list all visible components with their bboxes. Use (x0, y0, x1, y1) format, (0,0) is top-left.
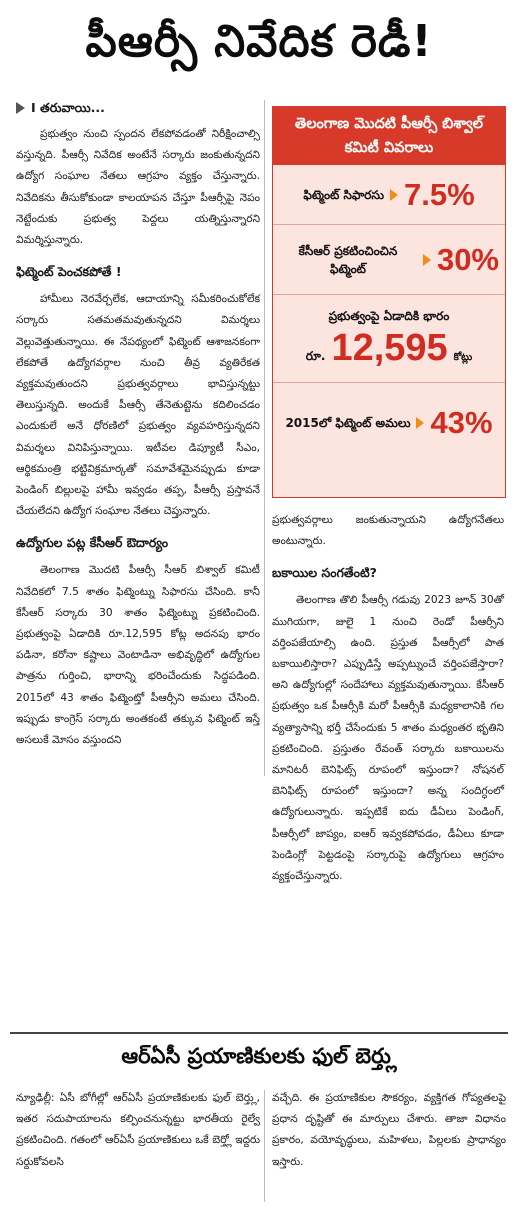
subhead-kcr: ఉద్యోగుల పట్ల కేసీఆర్ ఔదార్యం (16, 535, 169, 551)
infobox-row-burden (273, 295, 505, 383)
kcr-paragraph: తెలంగాణ మొదటి పీఆర్సీ సీఆర్ బిశ్వాల్ కమిటీ నివేదికలో 7.5 శాతం ఫిట్మెంట్ను సిఫారసు చేసింది. కానీ కేసీఆర్ సర్కారు 30 శాతం ఫిట్మెంట్ను ప్రకటించింది. ప్రభుత్వంపై ఏడాదికి రూ.12,595 కోట్ల అదనపు భారం పడినా, కరోనా కష్టాలు వెంటాడినా అభివృద్ధిలో ఉద్యోగుల పాత్రను గుర్తించి, భారాన్ని భరించేందుకు సిద్ధపడింది. 2015లో 43 శాతం ఫిట్మెంట్తో పీఆర్సీని అమలు చేసింది. ఇప్పుడు కాంగ్రెస్ సర్కారు అంతకంటే తక్కువ ఫిట్మెంట్ ఇస్తే అసలుకే మోసం వస్తుందని (16, 564, 260, 747)
triangle-right-icon (423, 254, 431, 266)
triangle-right-icon (390, 189, 398, 201)
fitment-paragraph: హామీలు నెరవేర్చలేక, ఆదాయాన్ని సమీకరించుకోలేక సర్కారు సతమతమవుతున్నదని విమర్శలు వెల్లువెత్తుతున్నాయి. ఈ నేపథ్యంలో ఫిట్మెంట్ ఆశాజనకంగా లేకపోతే ఉద్యోగవర్గాల నుంచి తీవ్ర వ్యతిరేకత వ్యక్తమవుతుందని ప్రభుత్వవర్గాలు భావిస్తున్నట్టు తెలుస్తున్నది. అందుకే పీఆర్సీ తేనెతుట్టెను కదిలించడం ఎందుకులే అనే ధోరణిలో ప్రభుత్వం వ్యవహరిస్తున్నదని విమర్శలు వినిపిస్తున్నాయి. ఇటీవల డిప్యూటీ సీఎం, ఆర్థికమంత్రి భట్టివిక్రమార్కతో సమావేశమైనప్పుడు కూడా పెండింగ్ బిల్లులపై హామీ ఇవ్వడం తప్ప, పీఆర్సీ ప్రస్తావనే చేయలేదని ఉద్యోగ సంఘాల నేతలు చెప్తున్నారు. (16, 293, 260, 518)
story2-left-paragraph: న్యూఢిల్లీ: ఏసీ బోగీల్లో ఆర్ఏసీ ప్రయాణికులకు ఫుల్ బెర్త్లు, ఇతర సదుపాయాలను కల్పించనున్నట్టు భారతీయ రైల్వే ప్రకటించింది. గతంలో ఆర్ఏసీ ప్రయాణికులు ఒకే బెర్త్లో ఇద్దరు సర్దుకోవలసి (16, 1092, 260, 1168)
row-value: 7.5% (403, 176, 475, 212)
row-value: 43% (430, 405, 493, 440)
row-label: ప్రభుత్వంపై ఏడాదికి భారం (328, 309, 450, 323)
arrow-right-icon (16, 102, 25, 114)
row-value: 12,595 (331, 327, 448, 369)
burden-value-line (306, 327, 473, 370)
infobox-row-2015 (273, 383, 505, 463)
intro-paragraph: ప్రభుత్వం నుంచి స్పందన లేకపోవడంతో నిరీక్షించాల్సి వస్తున్నది. పీఆర్సీ నివేదిక అంటేనే సర్కారు జంకుతున్నదని ఉద్యోగ సంఘాల నేతలు ఆగ్రహం వ్యక్తం చేస్తున్నారు. నివేదికను తీసుకోకుండా కాలయాపన చేస్తూ పీఆర్సీపై నెపం నెట్టేందుకు ప్రభుత్వ పెద్దలు యత్నిస్తున్నారని విమర్శిస్తున్నారు. (16, 128, 260, 247)
story2-left-column (16, 1088, 260, 1204)
continued-kicker (16, 98, 260, 118)
currency-unit: కోట్లు (453, 352, 473, 363)
story-left-column (16, 98, 260, 770)
subhead-arrears: బకాయిల సంగతేంటి? (272, 565, 377, 581)
subhead-fitment: ఫిట్మెంట్ పెంచకపోతే ! (16, 264, 122, 280)
right-lead-paragraph: ప్రభుత్వవర్గాలు జంకుతున్నాయని ఉద్యోగనేతలు అంటున్నారు. (272, 514, 504, 548)
story-divider (10, 1032, 508, 1034)
row-label: కేసీఆర్ ప్రకటించించిన ఫిట్మెంట్ (298, 243, 398, 276)
triangle-right-icon (416, 417, 424, 429)
prc-details-box (272, 106, 506, 498)
arrears-paragraph: తెలంగాణ తొలి పీఆర్సీ గడువు 2023 జూన్ 30తో ముగియగా, జులై 1 నుంచి రెండో పీఆర్సీని వర్తింపజేయాల్సి ఉంది. ప్రస్తుత పీఆర్సీలో పాత బకాయిలిస్తారా? ఎప్పుడిస్తే అప్పట్నుంచే వర్తింపజేస్తారా? అని ఉద్యోగుల్లో సందేహాలు వ్యక్తమవుతున్నాయి. కేసీఆర్ ప్రభుత్వం ఒక పీఆర్సీకి మరో పీఆర్సీకి మధ్యకాలానికి గల వ్యత్యాసాన్ని భర్తీ చేసేందుకు 5 శాతం మధ్యంతర భృతిని ప్రకటించింది. ప్రస్తుతం రేవంత్ సర్కారు బకాయిలను మానిటరీ బెనిఫిట్స్ రూపంలో ఇస్తుందా? నోషనల్ బెనిఫిట్స్ రూపంలో ఇస్తుందా? అన్న సందిగ్ధంలో ఉద్యోగులున్నారు. ఇప్పటికే ఐదు డీఏలు పెండింగ్, పీఆర్సీలో జాప్యం, ఐఆర్ ఇవ్వకపోవడం, డీఏలు కూడా పెండింగ్లో పెట్టడంపై సర్కారుపై ఉద్యోగులు ఆగ్రహం వ్యక్తంచేస్తున్నారు. (272, 594, 504, 883)
row-value: 30% (436, 241, 499, 277)
row-label: 2015లో ఫిట్మెంట్ అమలు (285, 416, 411, 430)
column-rule (264, 100, 265, 776)
column-rule (264, 1090, 265, 1202)
currency-prefix: రూ. (305, 349, 326, 363)
row-label: ఫిట్మెంట్ సిఫారసు (303, 187, 384, 202)
infobox-title: తెలంగాణ మొదటి పీఆర్సీ బిశ్వాల్ కమిటీ వివరాలు (273, 107, 505, 165)
story2-headline: ఆర్ఏసీ ప్రయాణికులకు ఫుల్ బెర్త్లు (121, 1044, 397, 1068)
infobox-row-announced (273, 225, 505, 295)
infobox-row-recommended (273, 165, 505, 225)
page-headline: పీఆర్సీ నివేదిక రెడీ! (85, 16, 433, 67)
story2-right-column (272, 1088, 506, 1204)
kicker-text: I తరువాయి... (31, 100, 105, 115)
story2-right-paragraph: వచ్చేది. ఈ ప్రయాణికుల సౌకర్యం, వ్యక్తిగత గోప్యతలపై ప్రధాన దృష్టితో ఈ మార్పులు చేశారు. తాజా విధానం ప్రకారం, వయోవృద్ధులు, మహిళలు, పిల్లలకు ప్రాధాన్యం ఇస్తారు. (272, 1092, 506, 1168)
story-right-column (272, 510, 504, 883)
